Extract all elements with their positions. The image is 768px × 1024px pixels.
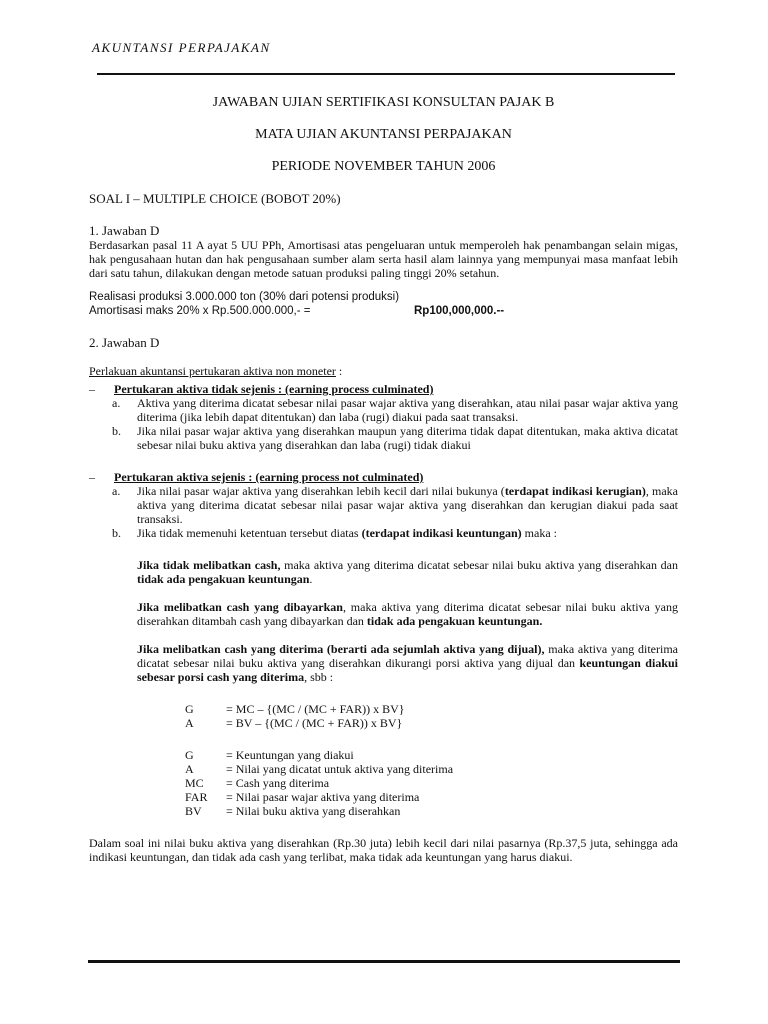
formula-symbol: A: [185, 716, 194, 730]
sub-letter: b.: [112, 526, 121, 540]
sub-text: Aktiva yang diterima dicatat sebesar nilai pasar wajar aktiva yang diserahkan, atau nilai pasar wajar aktiva yang diterima (jika lebih dapat ditentukan) dan laba (rugi) diakui pada saat transaksi.: [137, 396, 678, 424]
q1-calc-label: Amortisasi maks 20% x Rp.500.000.000,- =: [89, 305, 311, 317]
formula-expression: = MC – {(MC / (MC + FAR)) x BV}: [226, 702, 405, 716]
formula-block: [185, 702, 678, 730]
q2-dash-item-2-title: Pertukaran aktiva sejenis : (earning process not culminated): [114, 470, 424, 484]
dash-bullet: –: [89, 382, 95, 396]
q1-body: Berdasarkan pasal 11 A ayat 5 UU PPh, Amortisasi atas pengeluaran untuk memperoleh hak penambangan selain migas, hak pengusahaan hutan dan hak pengusahaan sumber alam serta hasil alam lainnya yang mempunyai masa manfaat lebih dari satu tahun, dilakukan dengan metode satuan produksi paling tinggi 20% setahun.: [89, 238, 678, 280]
q1-calc-line-2: [89, 304, 678, 318]
legend-symbol: MC: [185, 776, 204, 790]
legend-text: = Nilai yang dicatat untuk aktiva yang diterima: [226, 762, 454, 776]
q2-dash-item-2: [89, 470, 678, 484]
footer-rule: [88, 960, 680, 963]
title-line-2: MATA UJIAN AKUNTANSI PERPAJAKAN: [255, 127, 512, 142]
q2-d2-sub-b: [112, 526, 678, 540]
q2-conclusion: Dalam soal ini nilai buku aktiva yang diserahkan (Rp.30 juta) lebih kecil dari nilai pasarnya (Rp.37,5 juta, sehingga ada indikasi keuntungan, dan tidak ada cash yang terlibat, maka tidak ada keuntungan yang harus diakui.: [89, 836, 678, 864]
q1-heading: 1. Jawaban D: [89, 223, 160, 238]
q2-dash-item-1: [89, 382, 678, 396]
dash-bullet: –: [89, 470, 95, 484]
q2-case-cash-paid: Jika melibatkan cash yang dibayarkan, maka aktiva yang diterima dicatat sebesar nilai buku aktiva yang diserahkan ditambah cash yang dibayarkan dan tidak ada pengakuan keuntungan.: [137, 600, 679, 628]
q2-dash-item-1-title: Pertukaran aktiva tidak sejenis : (earning process culminated): [114, 382, 434, 396]
section-heading: SOAL I – MULTIPLE CHOICE (BOBOT 20%): [89, 191, 341, 206]
legend-symbol: FAR: [185, 790, 208, 804]
sub-letter: b.: [112, 424, 121, 438]
legend-text: = Nilai pasar wajar aktiva yang diterima: [226, 790, 420, 804]
legend-text: = Nilai buku aktiva yang diserahkan: [226, 804, 401, 818]
q2-d1-sub-b: [112, 424, 678, 452]
sub-text: Jika nilai pasar wajar aktiva yang diserahkan maupun yang diterima tidak dapat ditentukan, maka aktiva dicatat sebesar nilai buku aktiva yang diserahkan dan laba (rugi) tidak diakui: [137, 424, 678, 452]
formula-symbol: G: [185, 702, 194, 716]
q2-intro-underlined: Perlakuan akuntansi pertukaran aktiva non moneter: [89, 364, 336, 378]
legend-symbol: A: [185, 762, 194, 776]
formula-expression: = BV – {(MC / (MC + FAR)) x BV}: [226, 716, 403, 730]
header-rule: [97, 73, 675, 75]
document-body: [89, 92, 678, 864]
q2-intro: [89, 364, 678, 378]
title-line-1: JAWABAN UJIAN SERTIFIKASI KONSULTAN PAJAK B: [212, 95, 555, 110]
legend-block: [185, 748, 678, 818]
sub-text: Jika tidak memenuhi ketentuan tersebut diatas (terdapat indikasi keuntungan) maka :: [137, 526, 557, 540]
sub-letter: a.: [112, 396, 121, 410]
q1-calc-value: Rp100,000,000.--: [414, 305, 505, 317]
legend-text: = Keuntungan yang diakui: [226, 748, 354, 762]
q2-case-no-cash: Jika tidak melibatkan cash, maka aktiva yang diterima dicatat sebesar nilai buku aktiva yang diserahkan dan tidak ada pengakuan keuntungan.: [137, 558, 678, 586]
running-header: AKUNTANSI PERPAJAKAN: [92, 40, 271, 55]
title-line-3: PERIODE NOVEMBER TAHUN 2006: [271, 159, 496, 174]
q2-intro-colon: :: [335, 364, 343, 378]
q2-d2-sub-a: [112, 484, 678, 526]
legend-symbol: BV: [185, 804, 202, 818]
q2-heading: 2. Jawaban D: [89, 335, 160, 350]
q2-d1-sub-a: [112, 396, 678, 424]
q2-case-cash-received: Jika melibatkan cash yang diterima (berarti ada sejumlah aktiva yang dijual), maka aktiva yang diterima dicatat sebesar nilai buku aktiva yang diserahkan dikurangi porsi aktiva yang dijual dan keuntungan diakui sebesar porsi cash yang diterima, sbb :: [137, 642, 678, 684]
sub-letter: a.: [112, 484, 121, 498]
q1-calc-line-1: Realisasi produksi 3.000.000 ton (30% dari potensi produksi): [89, 291, 400, 303]
sub-text: Jika nilai pasar wajar aktiva yang diserahkan lebih kecil dari nilai bukunya (terdapat indikasi kerugian), maka aktiva yang diterima dicatat sebesar nilai pasar wajar aktiva yang diserahkan dan kerugian diakui pada saat transaksi.: [137, 484, 678, 526]
legend-text: = Cash yang diterima: [226, 776, 330, 790]
legend-symbol: G: [185, 748, 194, 762]
